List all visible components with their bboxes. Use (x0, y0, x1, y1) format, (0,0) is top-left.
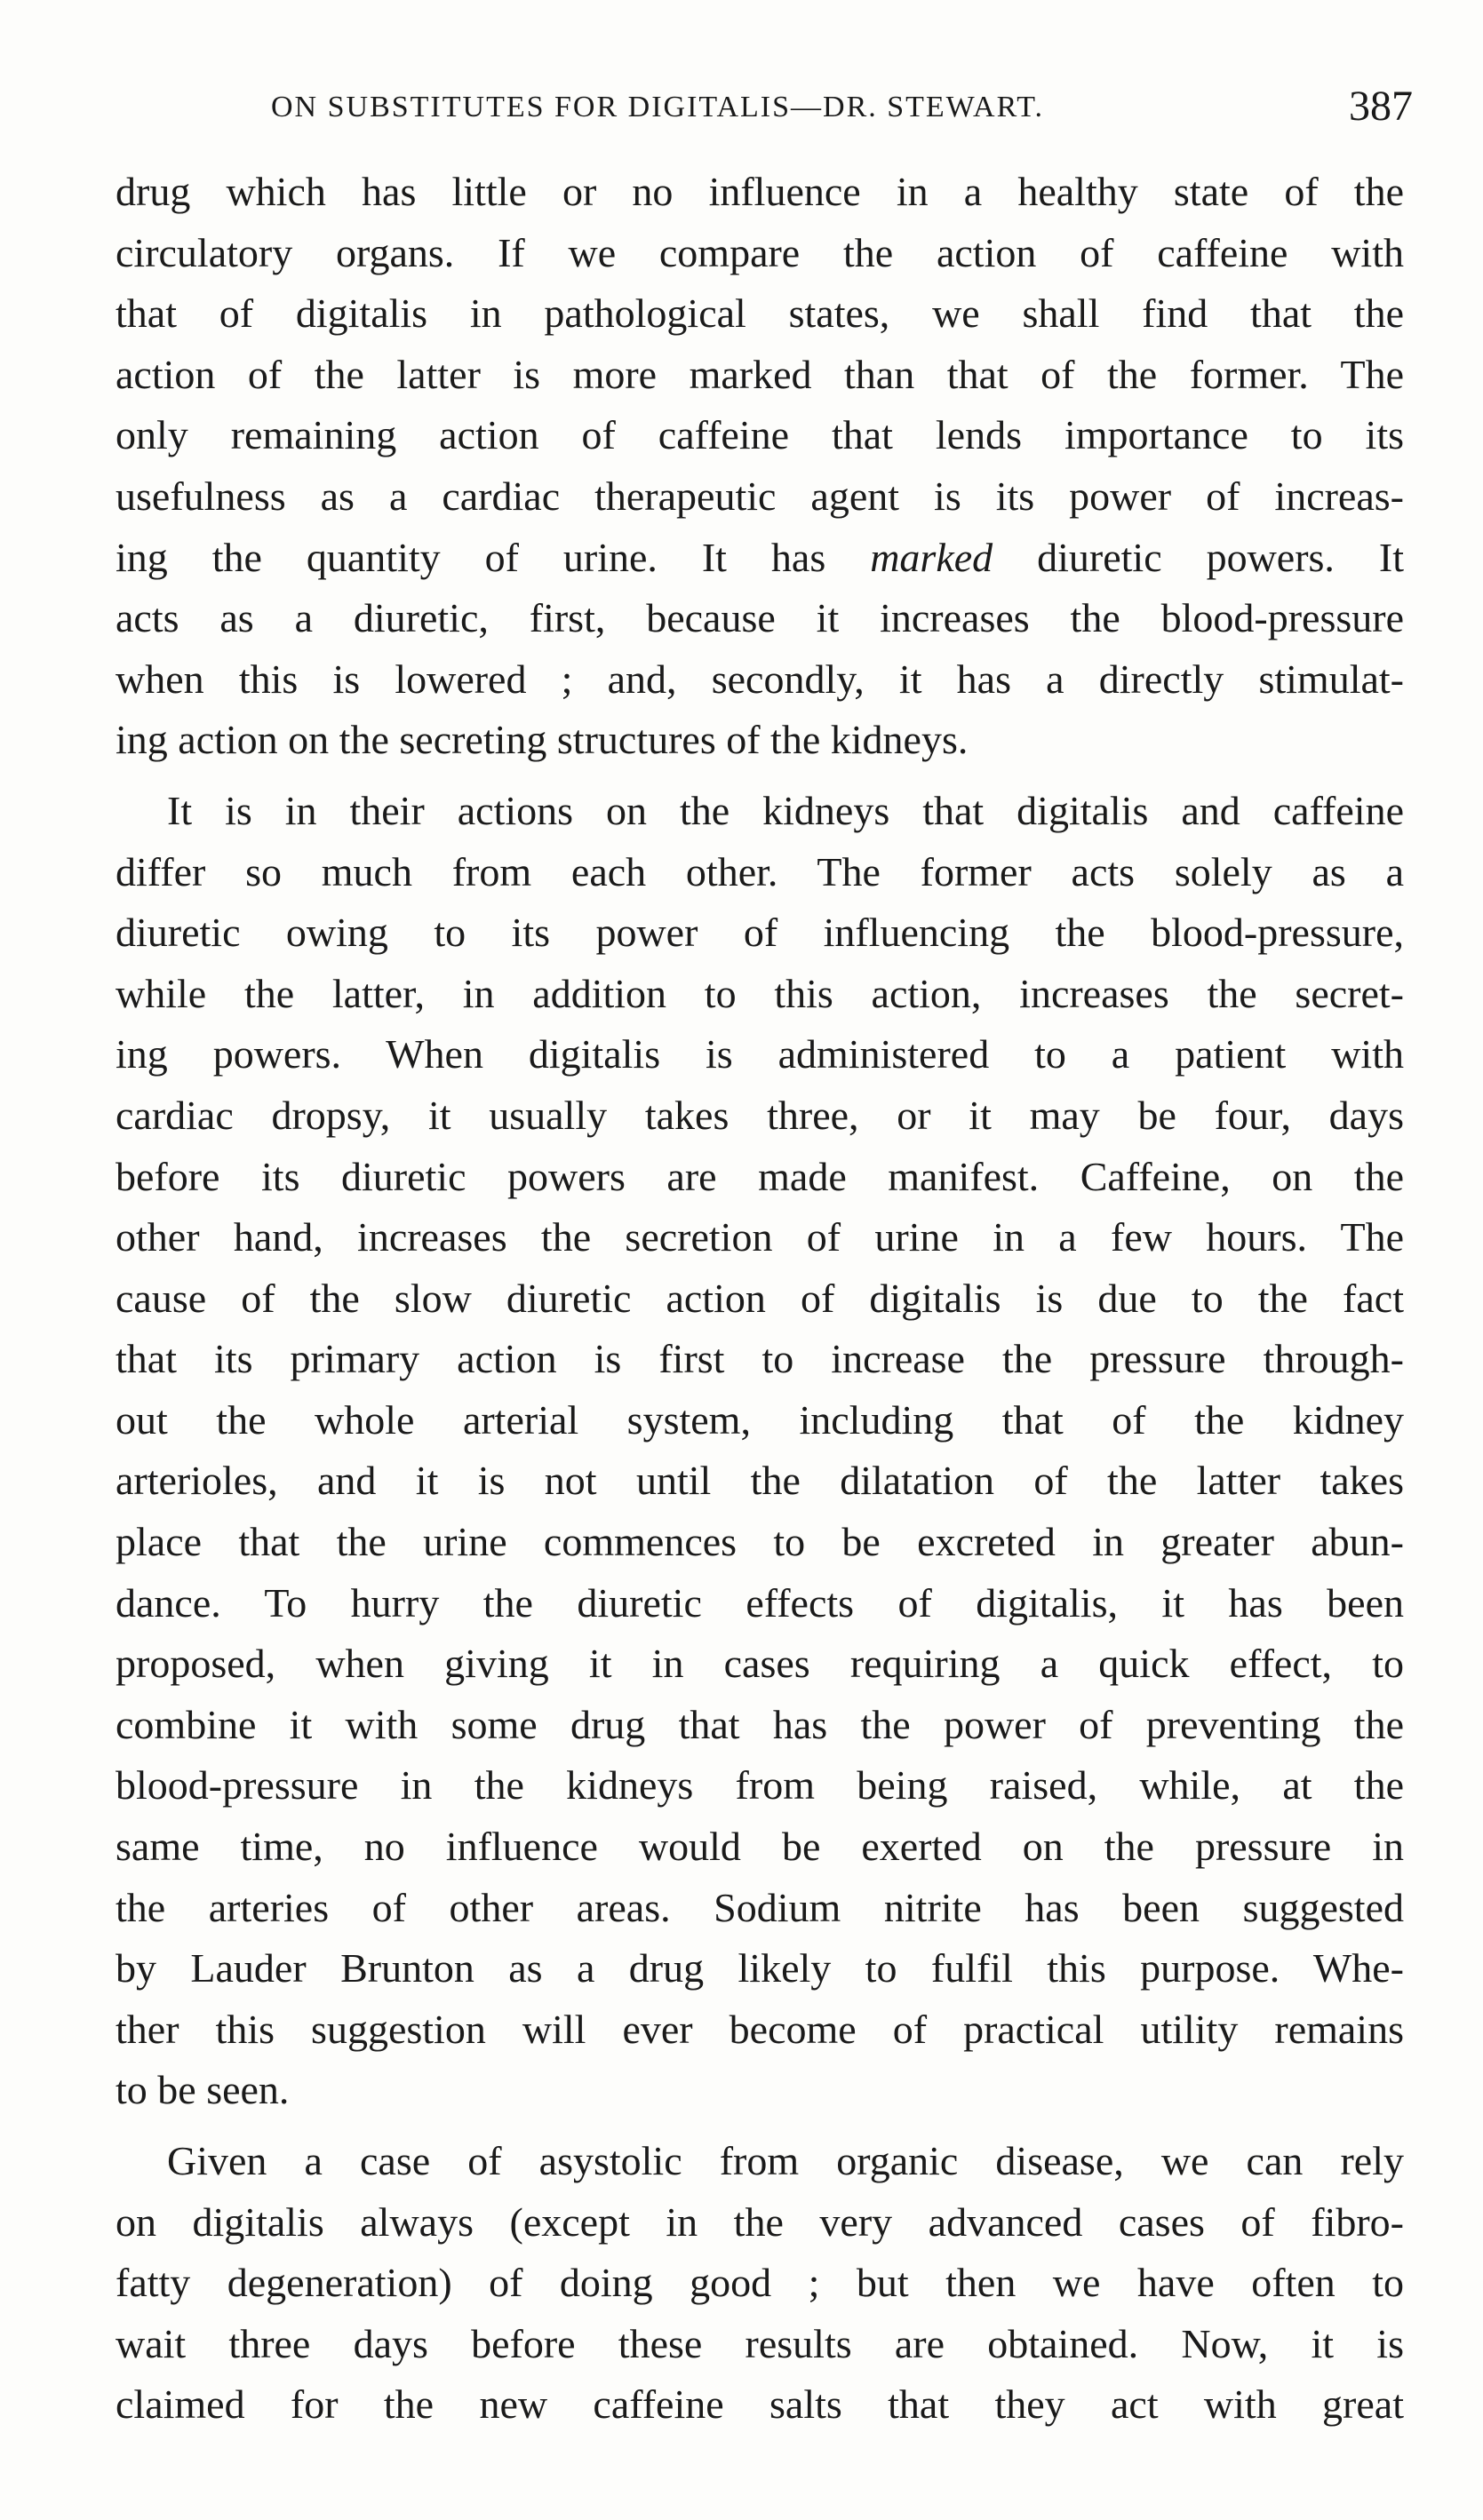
text-line: cause of the slow diuretic action of digitalis is due to the fact (116, 1275, 1404, 1321)
text-line: action of the latter is more marked than that of the former. The (116, 351, 1404, 397)
body-text (116, 162, 1404, 2436)
text-line: only remaining action of caffeine that lends importance to its (116, 412, 1404, 458)
text-line: other hand, increases the secretion of urine in a few hours. The (116, 1214, 1404, 1260)
text-line: combine it with some drug that has the power of preventing the (116, 1701, 1404, 1747)
text-line: while the latter, in addition to this action, increases the secret- (116, 970, 1404, 1016)
text-line: acts as a diuretic, first, because it increases the blood-pressure (116, 595, 1404, 641)
text-line: drug which has little or no influence in a healthy state of the (116, 169, 1404, 214)
text-line: fatty degeneration) of doing good ; but then we have often to (116, 2260, 1404, 2306)
text-line: that its primary action is first to increase the pressure through- (116, 1336, 1404, 1382)
text-line: dance. To hurry the diuretic effects of digitalis, it has been (116, 1579, 1404, 1626)
text-line: when this is lowered ; and, secondly, it has a directly stimulat- (116, 656, 1404, 702)
text-line: claimed for the new caffeine salts that they act with great (116, 2381, 1404, 2428)
paragraph-3 (116, 2131, 1404, 2436)
text-line: same time, no influence would be exerted on the pressure in (116, 1824, 1404, 1870)
text-line-with-emphasis (116, 528, 1404, 589)
text-line: Given a case of asystolic from organic disease, we can rely (167, 2138, 1404, 2183)
text-line: usefulness as a cardiac therapeutic agent is its power of increas- (116, 473, 1404, 519)
paragraph-1 (116, 162, 1404, 771)
page-number: 387 (1349, 83, 1413, 130)
text-line: on digitalis always (except in the very advanced cases of fibro- (116, 2198, 1404, 2245)
text-line: wait three days before these results are obtained. Now, it is (116, 2320, 1404, 2366)
text-line: diuretic owing to its power of influencing the blood-pressure, (116, 910, 1404, 956)
text-line: before its diuretic powers are made manifest. Caffeine, on the (116, 1153, 1404, 1199)
text-line: proposed, when giving it in cases requiring a quick effect, to (116, 1641, 1404, 1687)
running-header (116, 83, 1413, 140)
text-line: that of digitalis in pathological states, we shall find that the (116, 290, 1404, 337)
running-title: ON SUBSTITUTES FOR DIGITALIS—DR. STEWART. (271, 91, 1044, 123)
text-line: ing action on the secreting structures of the kidneys. (116, 717, 969, 763)
text-line: ing powers. When digitalis is administered to a patient with (116, 1031, 1404, 1077)
text-line: to be seen. (116, 2067, 290, 2113)
text-line: differ so much from each other. The former acts solely as a (116, 848, 1404, 894)
text-line: blood-pressure in the kidneys from being raised, while, at the (116, 1762, 1404, 1809)
paragraph-2 (116, 781, 1404, 2121)
emphasis-text: marked (870, 534, 993, 580)
text-line: out the whole arterial system, including that of the kidney (116, 1396, 1404, 1443)
text-segment: diuretic powers. It (993, 534, 1404, 580)
text-line: place that the urine commences to be excreted in greater abun- (116, 1519, 1404, 1565)
text-line: the arteries of other areas. Sodium nitrite has been suggested (116, 1884, 1404, 1930)
text-line: arterioles, and it is not until the dilatation of the latter takes (116, 1458, 1404, 1504)
text-line: circulatory organs. If we compare the action of caffeine with (116, 229, 1404, 275)
text-line: cardiac dropsy, it usually takes three, or it may be four, days (116, 1092, 1404, 1138)
text-line: ther this suggestion will ever become of practical utility remains (116, 2006, 1404, 2052)
text-line: It is in their actions on the kidneys that digitalis and caffeine (167, 787, 1404, 833)
text-segment: ing the quantity of urine. It has (116, 534, 871, 580)
text-line: by Lauder Brunton as a drug likely to fulfil this purpose. Whe- (116, 1945, 1404, 1991)
